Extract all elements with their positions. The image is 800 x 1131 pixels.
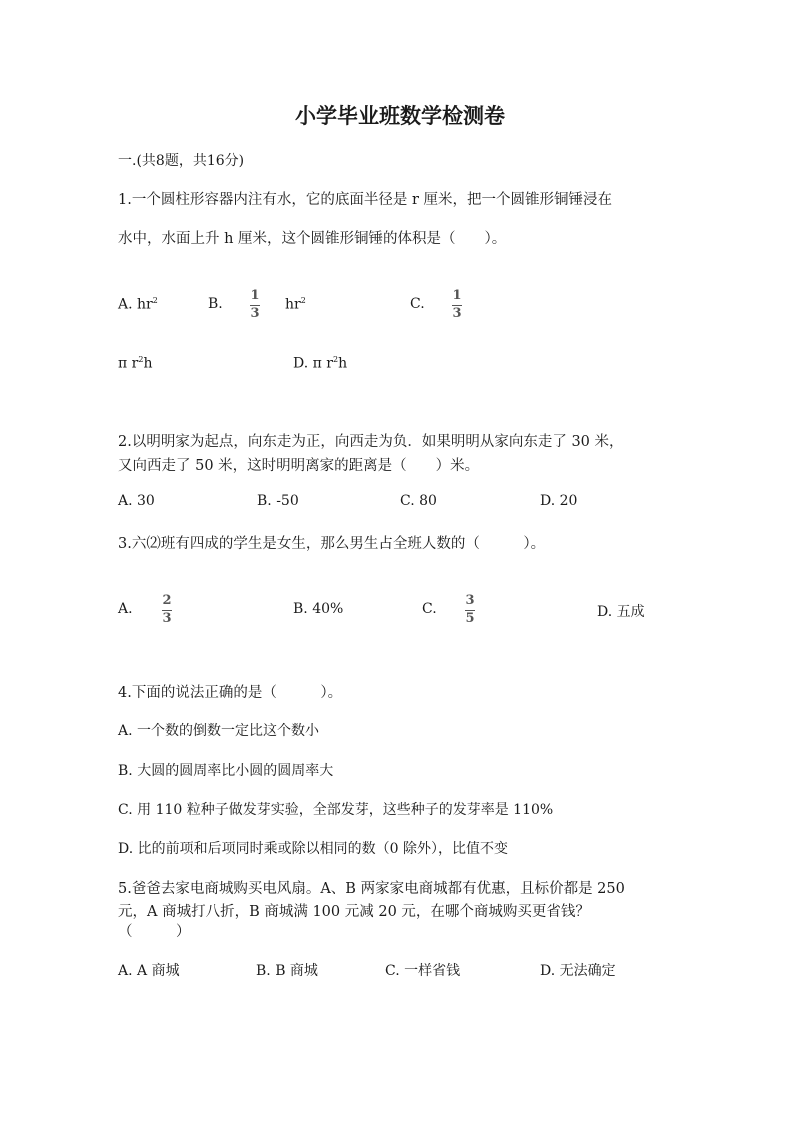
fraction-denominator: 3 [452,306,462,321]
question-2-option-d: D. 20 [540,493,578,509]
option-a-exponent: 2 [152,296,158,305]
question-4-option-d: D. 比的前项和后项同时乘或除以相同的数（0 除外），比值不变 [118,841,508,857]
option-c-tail: h [143,355,153,372]
question-3-option-a-fraction [162,594,172,626]
question-1-option-b-text [285,296,306,313]
question-1-option-b-fraction [250,289,260,321]
option-c-exponent: 2 [138,355,144,364]
page-title: 小学毕业班数学检测卷 [295,103,505,128]
question-1-option-b-label: B. [208,296,223,312]
option-d-tail: h [338,355,348,372]
question-4-option-c: C. 用 110 粒种子做发芽实验，全部发芽，这些种子的发芽率是 110% [118,802,554,818]
fraction-denominator: 3 [162,611,172,626]
question-2-option-a: A. 30 [118,493,155,509]
question-3-line-1: 3.六⑵班有四成的学生是女生，那么男生占全班人数的（ ）。 [118,536,546,552]
fraction-denominator: 3 [250,306,260,321]
question-1-line-1: 1.一个圆柱形容器内注有水，它的底面半径是 r 厘米，把一个圆锥形铜锤浸在 [118,192,612,208]
question-4-option-a: A. 一个数的倒数一定比这个数小 [118,723,320,739]
fraction-numerator: 1 [250,288,260,303]
fraction-numerator: 2 [162,593,172,608]
question-1-option-c-continuation [118,355,152,372]
option-d-exponent: 2 [332,355,339,364]
fraction-numerator: 1 [452,288,462,303]
question-1-line-2: 水中，水面上升 h 厘米，这个圆锥形铜锤的体积是（ ）。 [118,231,507,247]
question-5-option-d: D. 无法确定 [540,963,616,979]
question-3-option-d: D. 五成 [597,604,645,620]
question-2-option-b: B. -50 [257,493,299,509]
section-heading: 一.(共8题，共16分) [118,153,245,169]
question-3-option-a-label: A. [118,601,133,617]
question-2-option-c: C. 80 [400,493,437,509]
question-4-option-b: B. 大圆的圆周率比小圆的圆周率大 [118,763,334,779]
question-3-option-c-label: C. [422,601,437,617]
question-1-option-c-fraction [452,289,462,321]
question-5-option-b: B. B 商城 [256,963,318,979]
question-3-option-b: B. 40% [293,601,344,617]
question-1-option-c-label: C. [410,296,425,312]
question-2-line-1: 2.以明明家为起点，向东走为正，向西走为负．如果明明从家向东走了 30 米， [118,434,624,450]
question-5-option-a: A. A 商城 [118,963,180,979]
fraction-denominator: 5 [465,611,475,626]
question-2-line-2: 又向西走了 50 米，这时明明离家的距离是（ ）米。 [118,458,480,474]
question-5-line-3: （ ） [118,924,191,940]
option-b-text: hr [285,296,301,313]
question-5-line-2: 元，A 商城打八折，B 商城满 100 元减 20 元，在哪个商城购买更省钱？ [118,904,590,920]
question-5-option-c: C. 一样省钱 [385,963,461,979]
option-a-text: A. hr [118,296,153,313]
option-b-exponent: 2 [300,296,306,305]
question-4-line-1: 4.下面的说法正确的是（ ）。 [118,685,343,701]
question-1-option-d [293,355,347,372]
fraction-numerator: 3 [465,593,475,608]
option-d-text: D. π r [293,355,333,372]
option-c-text: π r [118,355,139,372]
question-3-option-c-fraction [465,594,475,626]
question-1-option-a [118,296,158,313]
question-5-line-1: 5.爸爸去家电商城购买电风扇。A、B 两家家电商城都有优惠，且标价都是 250 [118,881,625,897]
